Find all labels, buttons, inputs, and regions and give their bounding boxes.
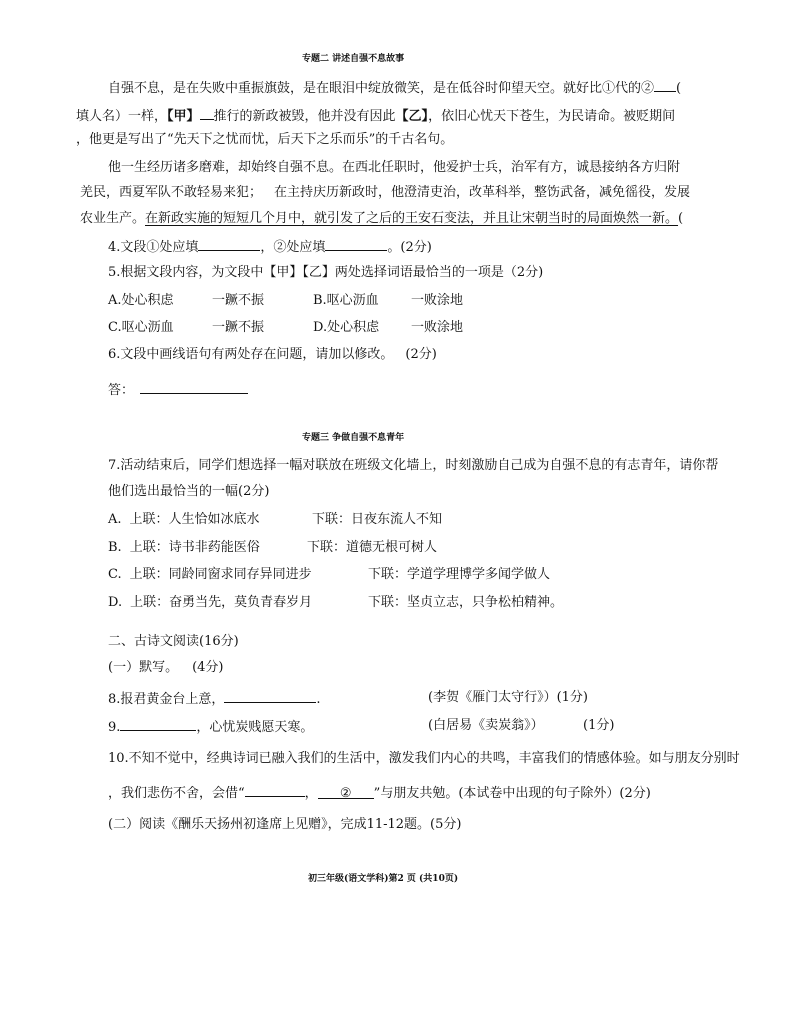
option-a[interactable]: A. 上联：人生恰如冰底水 (108, 512, 260, 527)
option-text: 一蹶不振 (212, 320, 265, 335)
score: (1分) (583, 718, 615, 733)
section-header: 专题三 争做自强不息青年 (302, 433, 405, 443)
text: (一）默写。 (108, 660, 179, 675)
text: ”与朋友共勉。(本试卷中出现的句子除外）(2分) (373, 786, 651, 801)
marker-jia: 【甲】 (167, 109, 200, 124)
paragraph-line (108, 78, 681, 98)
option-c[interactable]: C.呕心沥血 (108, 320, 174, 335)
text: 8.报君黄金台上意， (108, 692, 225, 707)
section-header: 专题二 讲述自强不息故事 (302, 54, 405, 64)
text: 4.文段①处应填 (108, 240, 199, 255)
blank (654, 78, 676, 92)
text: 推行的新政被毁，他并没有因此 (213, 109, 396, 124)
text: 农业生产。 (80, 211, 146, 226)
text: . (316, 692, 321, 707)
question-9 (108, 717, 313, 737)
underlined-sentence: 在新政实施的短短几个月中，就引发了之后的王安石变法，并且让宋朝当时的局面焕然一新。 (145, 211, 679, 226)
option-a[interactable]: A.处心积虑 (108, 293, 174, 308)
text: ，心忧炭贱愿天寒。 (196, 720, 314, 735)
source: (白居易《卖炭翁》） (428, 718, 544, 733)
option-d[interactable]: D.处心积虑 (313, 320, 380, 335)
option-b[interactable]: B. 上联：诗书非药能医俗 (108, 540, 260, 555)
page-footer: 初三年级(语文学科)第2 页 (共10页) (308, 874, 459, 884)
text: ，②处应填 (260, 240, 326, 255)
paragraph-line (80, 184, 690, 202)
answer-blank[interactable] (120, 717, 196, 731)
option-c[interactable]: C. 上联：同龄同窗求同存异同进步 (108, 567, 312, 582)
answer-blank[interactable] (245, 783, 305, 797)
option-a-down: 下联：日夜东流人不知 (312, 512, 443, 527)
source: (李贺《雁门太守行》）(1分) (428, 690, 588, 705)
answer-blank[interactable] (224, 689, 316, 703)
score: (2分) (405, 347, 437, 362)
answer-blank[interactable] (325, 237, 387, 251)
text: 自强不息，是在失败中重振旗鼓，是在眼泪中绽放微笑，是在低谷时仰望天空。就好比①代的② (108, 81, 655, 96)
text: 填人名）一样， (76, 109, 168, 124)
option-d-down: 下联：坚贞立志，只争松柏精神。 (368, 595, 564, 610)
option-c-down: 下联：学道学理博学多闻学做人 (368, 567, 551, 582)
score: (4分) (192, 660, 224, 675)
text: 6.文段中画线语句有两处存在问题，请加以修改。 (108, 347, 394, 362)
answer-line (108, 380, 248, 400)
subsection-title: (二）阅读《酬乐天扬州初逢席上见赠》，完成11-12题。(5分) (108, 817, 462, 832)
text: 他一生经历诸多磨难，却始终自强不息。在西北任职时，他爱护士兵，治军有方，诚恳接纳各方归附 (108, 160, 681, 175)
question-6 (108, 346, 437, 364)
question-10: 10.不知不觉中，经典诗词已融入我们的生活中，激发我们内心的共鸣，丰富我们的情感体验。如与朋友分别时 (108, 751, 740, 766)
text: 在主持庆历新政时，他澄清吏治，改革科举，整饬武备，减免徭役，发展 (274, 185, 691, 200)
option-text: 一败涂地 (411, 320, 464, 335)
paragraph-line (76, 131, 453, 149)
option-b[interactable]: B.呕心沥血 (313, 293, 379, 308)
answer-blank[interactable] (140, 380, 248, 394)
text: ，依旧心忧天下苍生，为民请命。被贬期间 (428, 109, 676, 124)
question-5-stem: 5.根据文段内容，为文段中【甲】【乙】两处选择词语最恰当的一项是（2分) (108, 265, 544, 280)
part-title: 二、古诗文阅读(16分) (108, 634, 239, 649)
question-10 (108, 783, 651, 803)
subsection-title (108, 659, 224, 677)
text: 羌民，西夏军队不敢轻易来犯； (80, 185, 263, 200)
answer-label: 答： (108, 383, 135, 398)
text: ( (678, 211, 684, 226)
text: ，我们悲伤不舍，会借“ (108, 786, 245, 801)
text: ， (304, 786, 318, 801)
question-7-stem: 7.活动结束后，同学们想选择一幅对联放在班级文化墙上，时刻激励自己成为自强不息的有志青年，请你帮 (108, 458, 719, 473)
text: ，他更是写出了“先天下之忧而忧，后天下之乐而乐”的千古名句。 (76, 132, 454, 147)
option-row (108, 292, 174, 310)
answer-blank[interactable] (198, 237, 260, 251)
paragraph-line (80, 210, 683, 228)
text: ( (676, 81, 682, 96)
option-d[interactable]: D. 上联：奋勇当先，莫负青春岁月 (108, 595, 313, 610)
text: 9. (108, 720, 121, 735)
marker-yi: 【乙】 (395, 109, 429, 124)
question-8 (108, 689, 321, 709)
question-7-stem: 他们选出最恰当的一幅(2分) (108, 484, 270, 499)
blank (200, 106, 214, 120)
question-4 (108, 237, 432, 257)
option-text: 一蹶不振 (212, 293, 265, 308)
paragraph-line (76, 106, 675, 126)
paragraph-line (108, 159, 680, 177)
answer-blank[interactable]: ② (318, 785, 374, 799)
option-b-down: 下联：道德无根可树人 (307, 540, 438, 555)
text: 。(2分) (387, 240, 432, 255)
option-text: 一败涂地 (411, 293, 464, 308)
